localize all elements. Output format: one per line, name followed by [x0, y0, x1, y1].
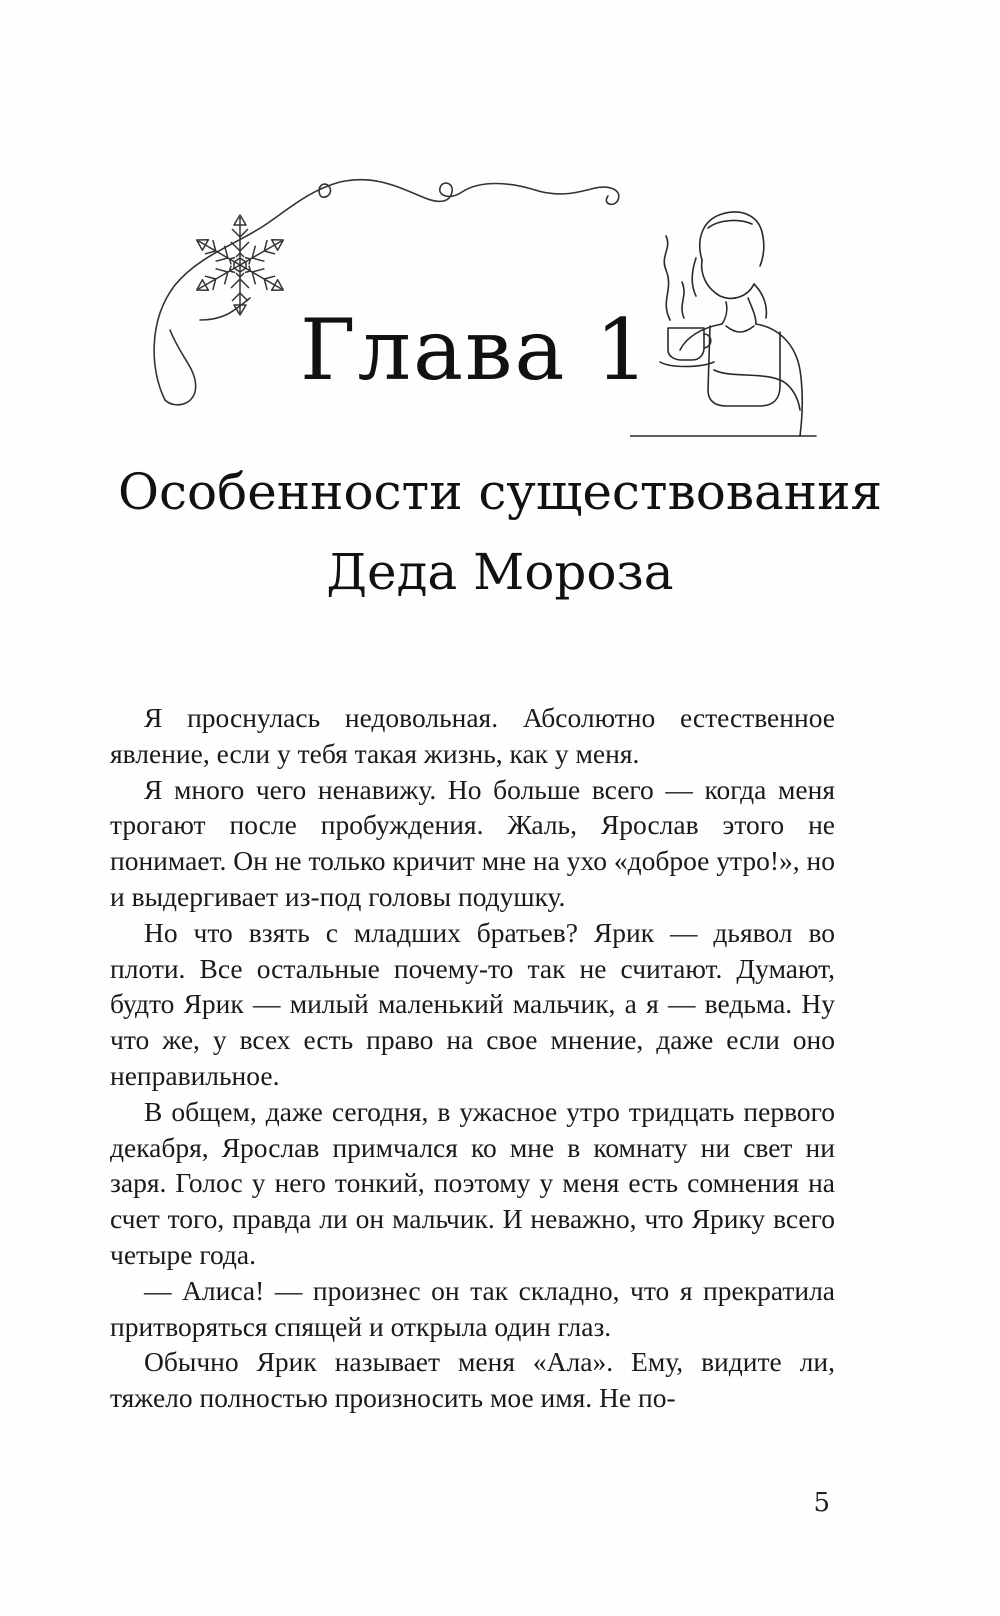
paragraph: — Алиса! — произнес он так складно, что я прекратила притворяться спящей и открыла один глаз. — [110, 1274, 835, 1342]
chapter-title — [80, 452, 920, 612]
chapter-body — [110, 700, 835, 1416]
woman-with-coffee-cup-icon — [630, 200, 820, 440]
chapter-title-line-1: Особенности существования — [118, 463, 882, 521]
chapter-title-line-2: Деда Мороза — [326, 543, 674, 601]
page-number: 5 — [813, 1488, 830, 1518]
paragraph: Я много чего ненавижу. Но больше всего — когда меня трогают после пробуждения. Жаль, Ярослав этого не понимает. Он не только кричит мне на ухо «доброе утро!», но и выдергивает из-под головы подушку. — [110, 773, 835, 912]
paragraph: Я проснулась недовольная. Абсолютно естественное явление, если у тебя такая жизнь, как у меня. — [110, 702, 835, 769]
chapter-number-heading: Глава 1 — [300, 301, 651, 399]
paragraph: Обычно Ярик называет меня «Ала». Ему, видите ли, тяжело полностью произносить мое имя. Не по- — [110, 1346, 835, 1414]
paragraph: Но что взять с младших братьев? Ярик — дьявол во плоти. Все остальные почему-то так не считают. Думают, будто Ярик — милый маленький мальчик, а я — ведьма. Ну что же, у всех есть право на свое мнение, даже если оно неправильное. — [110, 916, 835, 1091]
paragraph: В общем, даже сегодня, в ужасное утро тридцать первого декабря, Ярослав примчался ко мне в комнату ни свет ни заря. Голос у него тонкий, поэтому у меня есть сомнения на счет того, правда ли он мальчик. И неважно, что Ярику всего четыре года. — [110, 1095, 835, 1270]
